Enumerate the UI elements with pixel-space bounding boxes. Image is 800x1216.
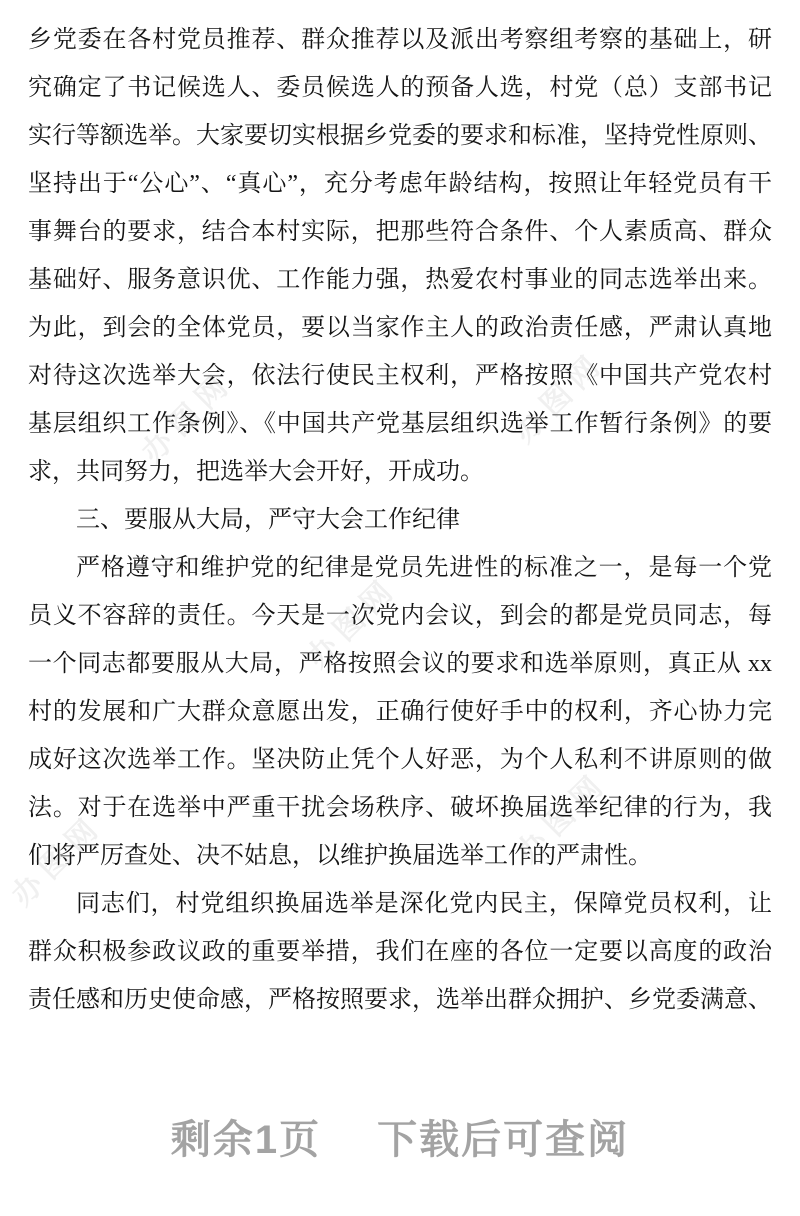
text-line: 村的发展和广大群众意愿出发，正确行使好手中的权利，齐心协力完 <box>28 699 772 725</box>
watermark-text: 办图网 <box>510 765 615 870</box>
text-line: 成好这次选举工作。坚决防止凭个人好恶，为个人私利不讲原则的做 <box>28 747 772 773</box>
text-line: 严格遵守和维护党的纪律是党员先进性的标准之一，是每一个党 <box>76 555 772 581</box>
section-heading: 三、要服从大局，严守大会工作纪律 <box>76 507 460 533</box>
text-line: 基础好、服务意识优、工作能力强，热爱农村事业的同志选举出来。 <box>28 267 772 293</box>
text-line: 求，共同努力，把选举大会开好，开成功。 <box>28 459 484 485</box>
text-line: 一个同志都要服从大局，严格按照会议的要求和选举原则，真正从 xx <box>28 651 772 677</box>
text-line: 基层组织工作条例》、《中国共产党基层组织选举工作暂行条例》的要 <box>28 411 772 437</box>
watermark-text: 办图网 <box>300 570 405 675</box>
preview-footer <box>0 1108 800 1165</box>
text-line: 为此，到会的全体党员，要以当家作主人的政治责任感，严肃认真地 <box>28 315 772 341</box>
text-line: 对待这次选举大会，依法行使民主权利，严格按照《中国共产党农村 <box>28 363 772 389</box>
text-line: 乡党委在各村党员推荐、群众推荐以及派出考察组考察的基础上，研 <box>28 27 772 53</box>
text-line: 法。对于在选举中严重干扰会场秩序、破坏换届选举纪律的行为，我 <box>28 795 772 821</box>
text-line: 同志们，村党组织换届选举是深化党内民主，保障党员权利，让 <box>76 891 772 917</box>
text-line: 实行等额选举。大家要切实根据乡党委的要求和标准，坚持党性原则、 <box>28 123 772 149</box>
document-text-body <box>28 16 772 1024</box>
text-line: 员义不容辞的责任。今天是一次党内会议，到会的都是党员同志，每 <box>28 603 772 629</box>
text-line: 群众积极参政议政的重要举措，我们在座的各位一定要以高度的政治 <box>28 939 772 965</box>
pages-remaining-label: 剩余1页 <box>170 1118 322 1162</box>
watermark-text: 办图网 <box>5 808 110 913</box>
watermark-text: 办图网 <box>507 345 612 450</box>
download-to-view-label: 下载后可查阅 <box>377 1118 630 1162</box>
text-line: 事舞台的要求，结合本村实际，把那些符合条件、个人素质高、群众 <box>28 219 772 245</box>
text-line: 究确定了书记候选人、委员候选人的预备人选，村党（总）支部书记 <box>28 75 772 101</box>
text-line: 责任感和历史使命感，严格按照要求，选举出群众拥护、乡党委满意、 <box>28 987 772 1013</box>
text-line: 坚持出于“公心”、“真心”，充分考虑年龄结构，按照让年轻党员有干 <box>28 171 772 197</box>
text-line: 们将严厉查处、决不姑息，以维护换届选举工作的严肃性。 <box>28 843 652 869</box>
watermark-text: 办图网 <box>135 365 240 470</box>
